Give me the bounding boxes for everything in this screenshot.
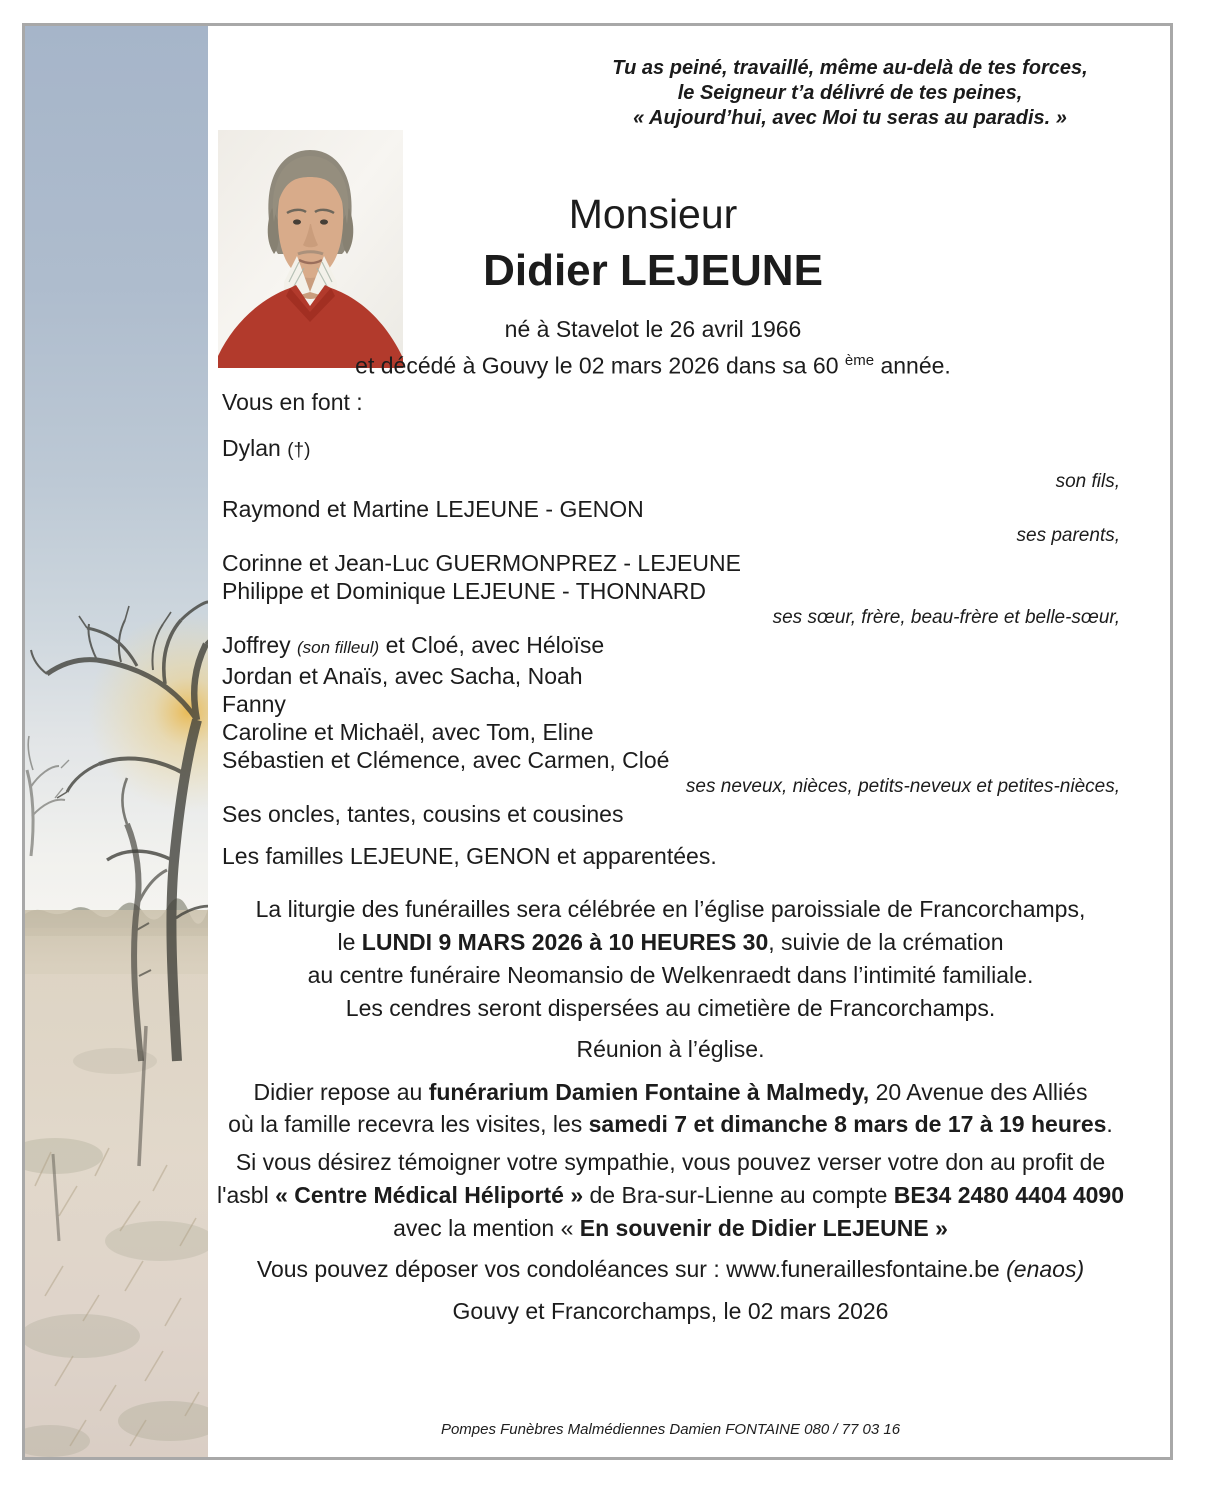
family-nephew: Caroline et Michaël, avec Tom, Eline [222, 719, 594, 745]
family-nephew: Sébastien et Clémence, avec Carmen, Cloé [222, 747, 670, 773]
family-families: Les familles LEJEUNE, GENON et apparentées. [222, 843, 717, 869]
death-line-ordinal: ème [844, 352, 875, 369]
ashes-line: Les cendres seront dispersées au cimetière de Francorchamps. [345, 995, 996, 1021]
funeral-home-line [208, 1076, 1133, 1108]
visits-post: . [1106, 1111, 1113, 1137]
son-name: Dylan [222, 435, 288, 461]
visits-pre: où la famille recevra les visites, les [228, 1111, 589, 1137]
relation-parents: ses parents, [1016, 525, 1120, 546]
landscape-strip-image [25, 26, 208, 1457]
family-section [222, 388, 1120, 870]
ceremony-section [208, 893, 1133, 1328]
condolences-platform: (enaos) [1006, 1256, 1085, 1282]
funeral-home-footer: Pompes Funèbres Malmédiennes Damien FONTAINE 080 / 77 03 16 [440, 1421, 901, 1438]
cremation-line: au centre funéraire Neomansio de Welkenraedt dans l’intimité familiale. [307, 962, 1034, 988]
relation-nephews: ses neveux, nièces, petits-neveux et petites-nièces, [685, 776, 1120, 797]
quote-line: le Seigneur t’a délivré de tes peines, [677, 82, 1023, 104]
funeral-home-address: 20 Avenue des Alliés [869, 1079, 1088, 1105]
death-line [208, 345, 1098, 382]
donation-mid: de Bra-sur-Lienne au compte [583, 1182, 894, 1208]
deceased-name: Didier LEJEUNE [483, 246, 823, 295]
mention-pre: avec la mention « [393, 1215, 580, 1241]
family-son [222, 434, 1120, 465]
liturgy-line: La liturgie des funérailles sera célébrée en l’église paroissiale de Francorchamps, [255, 896, 1086, 922]
family-nephew [222, 631, 1120, 662]
quote-line: Tu as peiné, travaillé, même au-delà de tes forces, [612, 57, 1088, 79]
donation-line3 [208, 1212, 1133, 1245]
nephew-rest: et Cloé, avec Héloïse [379, 632, 605, 658]
liturgy-date: LUNDI 9 MARS 2026 à 10 HEURES 30 [361, 929, 769, 955]
death-line-text: et décédé à Gouvy le 02 mars 2026 dans sa 60 [355, 352, 845, 379]
liturgy-date-post: , suivie de la crémation [768, 929, 1004, 955]
quote-line: « Aujourd’hui, avec Moi tu seras au paradis. » [633, 107, 1067, 129]
deceased-cross-mark: (†) [287, 440, 311, 461]
condolences-text: Vous pouvez déposer vos condoléances sur : www.funeraillesfontaine.be [256, 1256, 1007, 1282]
nephew-name: Joffrey [222, 632, 297, 658]
donation-line2 [208, 1179, 1133, 1212]
reunion-line: Réunion à l’église. [576, 1036, 765, 1062]
liturgy-date-pre: le [337, 929, 362, 955]
relation-siblings: ses sœur, frère, beau-frère et belle-sœur, [772, 607, 1120, 628]
dateline: Gouvy et Francorchamps, le 02 mars 2026 [452, 1298, 889, 1324]
sun-glow [25, 586, 208, 926]
family-sibling: Corinne et Jean-Luc GUERMONPREZ - LEJEUNE [222, 550, 741, 576]
godson-note: (son filleul) [297, 638, 380, 657]
title-block [208, 186, 1098, 382]
field [25, 910, 208, 1457]
epitaph-quote [560, 56, 1140, 131]
death-line-suffix: année. [874, 352, 951, 379]
donation-asbl: l'asbl [216, 1182, 276, 1208]
mention-text: En souvenir de Didier LEJEUNE » [579, 1215, 948, 1241]
family-nephew: Jordan et Anaïs, avec Sacha, Noah [222, 663, 583, 689]
civility-title: Monsieur [568, 191, 738, 237]
funeral-home-name: funérarium Damien Fontaine à Malmedy, [428, 1079, 870, 1105]
relation-son: son fils, [1055, 471, 1120, 492]
family-nephew: Fanny [222, 691, 286, 717]
family-sibling: Philippe et Dominique LEJEUNE - THONNARD [222, 578, 707, 604]
visits-schedule: samedi 7 et dimanche 8 mars de 17 à 19 heures [588, 1111, 1107, 1137]
birth-line: né à Stavelot le 26 avril 1966 [504, 316, 802, 342]
family-intro: Vous en font : [222, 389, 363, 415]
family-parents: Raymond et Martine LEJEUNE - GENON [222, 496, 644, 522]
liturgy-date-line [208, 926, 1133, 959]
donation-charity-name: « Centre Médical Héliporté » [275, 1182, 584, 1208]
donation-account-number: BE34 2480 4404 4090 [893, 1182, 1124, 1208]
landscape-illustration [25, 26, 208, 1457]
condolences-line [208, 1253, 1133, 1286]
visits-line [208, 1108, 1133, 1140]
family-uncles: Ses oncles, tantes, cousins et cousines [222, 801, 624, 827]
funeral-home-pre: Didier repose au [253, 1079, 429, 1105]
donation-line1: Si vous désirez témoigner votre sympathie, vous pouvez verser votre don au profit de [235, 1149, 1106, 1175]
